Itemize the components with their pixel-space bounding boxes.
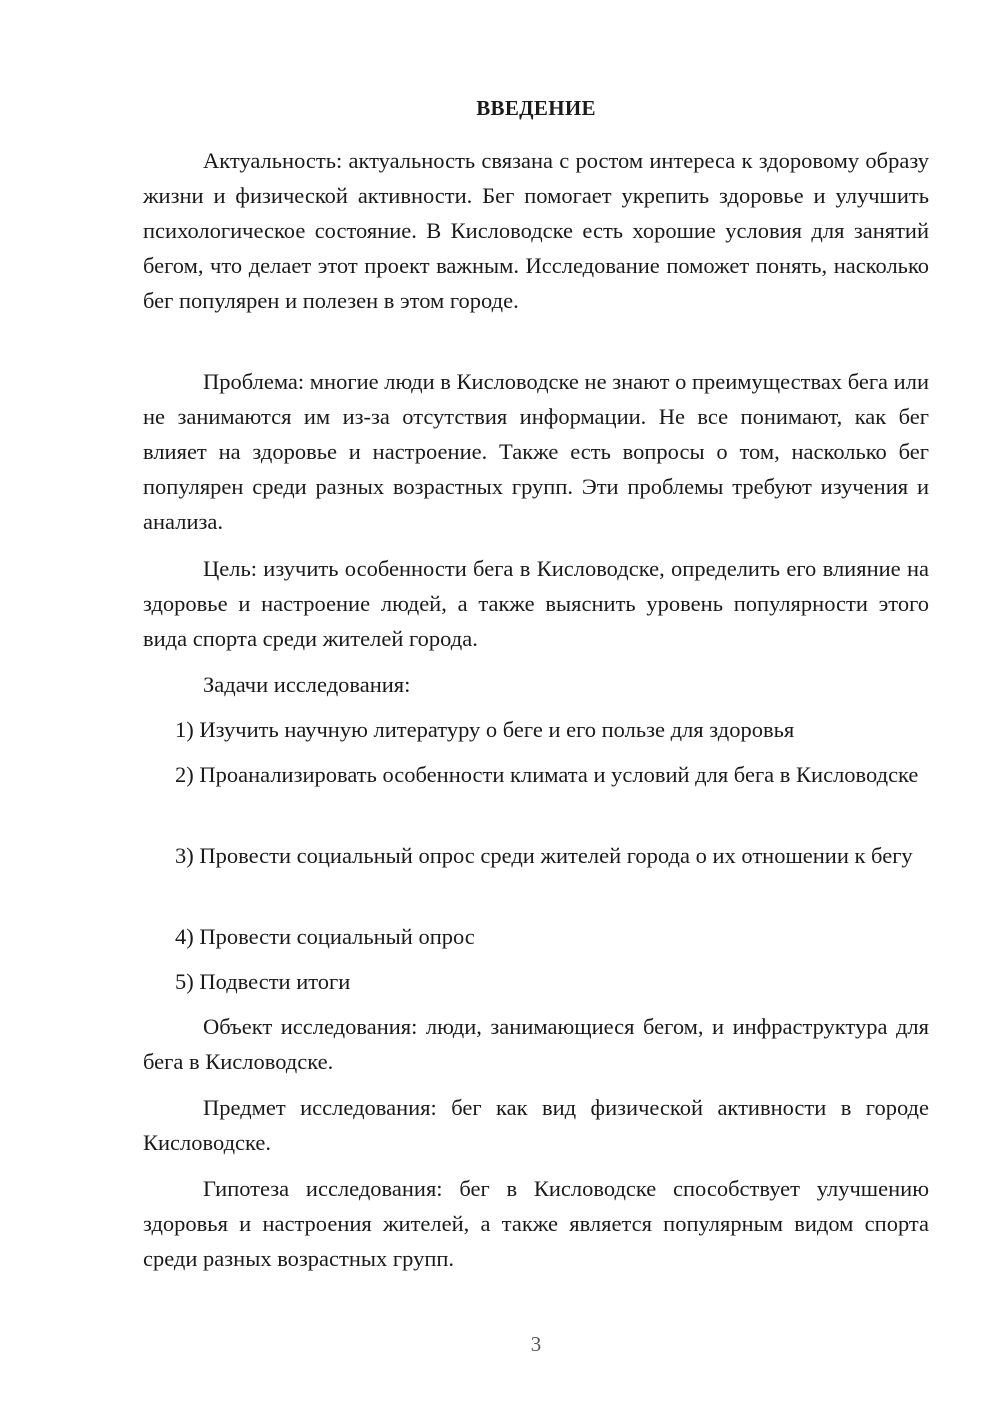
- list-item-task-1: 1) Изучить научную литературу о беге и его пользе для здоровья: [175, 717, 795, 742]
- page-number: 3: [530, 1332, 542, 1356]
- paragraph-goal: Цель: изучить особенности бега в Кисловодске, определить его влияние на здоровье и настроение людей, а также выяснить уровень популярности этого вида спорта среди жителей города.: [143, 556, 929, 651]
- page-title: ВВЕДЕНИЕ: [476, 96, 596, 120]
- paragraph-tasks-heading: Задачи исследования:: [203, 672, 411, 697]
- list-item-task-4: 4) Провести социальный опрос: [175, 924, 475, 949]
- paragraph-subject: Предмет исследования: бег как вид физической активности в городе Кисловодске.: [143, 1095, 929, 1155]
- paragraph-relevance: Актуальность: актуальность связана с ростом интереса к здоровому образу жизни и физической активности. Бег помогает укрепить здоровье и улучшить психологическое состояние. В Кисловодске есть хорошие условия для занятий бегом, что делает этот проект важным. Исследование поможет понять, насколько бег популярен и полезен в этом городе.: [143, 148, 929, 313]
- paragraph-object: Объект исследования: люди, занимающиеся бегом, и инфраструктура для бега в Кисловодске.: [143, 1014, 929, 1074]
- list-item-task-5: 5) Подвести итоги: [175, 969, 351, 994]
- list-item-task-3: 3) Провести социальный опрос среди жителей города о их отношении к бегу: [175, 843, 913, 868]
- paragraph-hypothesis: Гипотеза исследования: бег в Кисловодске способствует улучшению здоровья и настроения жителей, а также является популярным видом спорта среди разных возрастных групп.: [143, 1176, 929, 1271]
- paragraph-problem: Проблема: многие люди в Кисловодске не знают о преимуществах бега или не занимаются им из-за отсутствия информации. Не все понимают, как бег влияет на здоровье и настроение. Также есть вопросы о том, насколько бег популярен среди разных возрастных групп. Эти проблемы требуют изучения и анализа.: [143, 369, 929, 534]
- list-item-task-2: 2) Проанализировать особенности климата и условий для бега в Кисловодске: [175, 762, 919, 787]
